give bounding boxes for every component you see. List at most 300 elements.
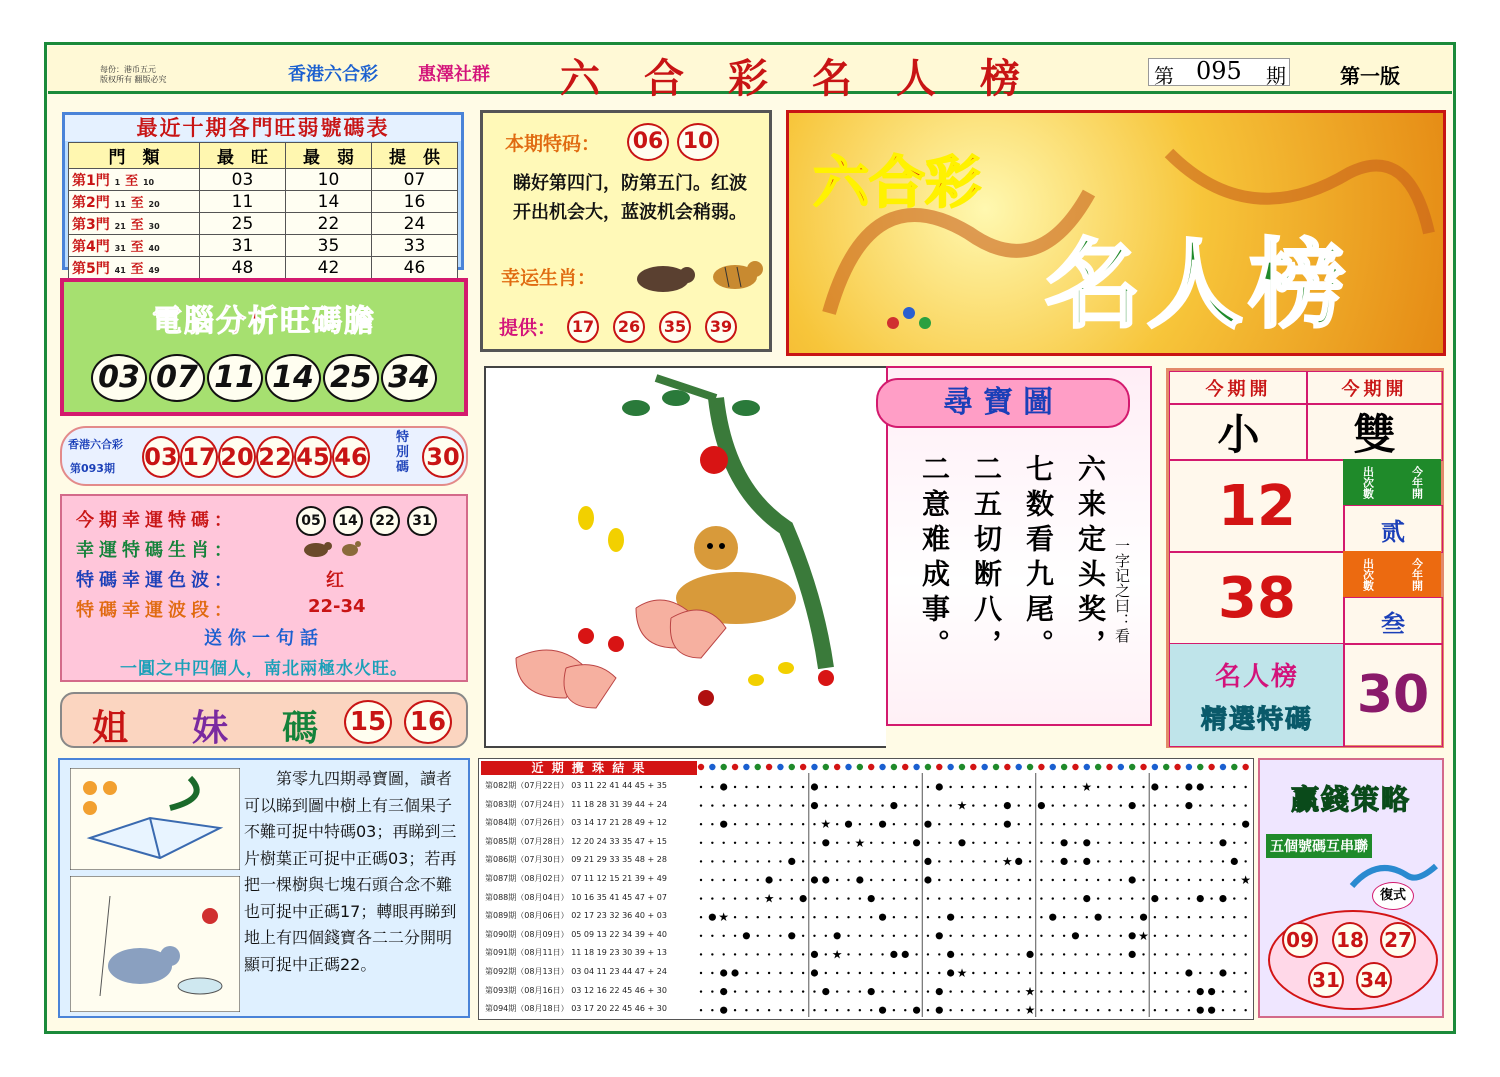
grid-dot-mark xyxy=(870,823,872,825)
result-number: 45 xyxy=(294,436,332,478)
grid-dot-mark xyxy=(995,935,997,937)
grid-dot-mark xyxy=(1029,972,1031,974)
strategy-number-ring xyxy=(1268,910,1438,1010)
grid-dot-mark xyxy=(1199,953,1201,955)
grid-dot-mark xyxy=(711,804,713,806)
bead-mark xyxy=(1208,764,1214,770)
grid-dot-mark xyxy=(779,990,781,992)
treasure-picture xyxy=(484,366,886,748)
grid-dot-mark xyxy=(893,990,895,992)
table-row xyxy=(69,191,458,213)
strategy-number: 34 xyxy=(1356,962,1392,998)
grid-dot-mark xyxy=(1176,786,1178,788)
grid-dot-mark xyxy=(1222,953,1224,955)
grid-dot-mark xyxy=(711,897,713,899)
hit-dot-mark xyxy=(720,821,727,828)
grid-dot-mark xyxy=(1120,786,1122,788)
grid-dot-mark xyxy=(700,879,702,881)
grid-dot-mark xyxy=(870,860,872,862)
grid-dot-mark xyxy=(745,990,747,992)
grid-dot-mark xyxy=(1029,823,1031,825)
grid-dot-mark xyxy=(1165,953,1167,955)
grid-dot-mark xyxy=(768,953,770,955)
bead-mark xyxy=(993,764,999,770)
lucky-color-label: 特碼幸運色波： xyxy=(76,570,237,591)
grid-dot-mark xyxy=(1097,804,1099,806)
hit-dot-mark xyxy=(822,839,829,846)
hit-dot-mark xyxy=(1140,914,1147,921)
grid-dot-mark xyxy=(949,990,951,992)
brand-community: 惠澤社群 xyxy=(418,64,490,85)
bead-mark xyxy=(743,764,749,770)
grid-dot-mark xyxy=(825,953,827,955)
list-item: 第093期（08月16日） 03 12 16 22 45 46 + 30 xyxy=(485,985,667,995)
grid-dot-mark xyxy=(1018,786,1020,788)
grid-dot-mark xyxy=(949,804,951,806)
grid-dot-mark xyxy=(734,990,736,992)
hit-dot-mark xyxy=(890,951,897,958)
hit-dot-mark xyxy=(868,895,875,902)
grid-dot-mark xyxy=(859,935,861,937)
grid-dot-mark xyxy=(893,935,895,937)
provide-label: 提供： xyxy=(499,317,557,339)
bead-mark xyxy=(755,764,761,770)
hit-dot-mark xyxy=(1219,969,1226,976)
grid-dot-mark xyxy=(779,804,781,806)
grid-dot-mark xyxy=(700,804,702,806)
table-row xyxy=(69,235,458,257)
grid-dot-mark xyxy=(904,823,906,825)
grid-dot-mark xyxy=(1244,897,1246,899)
recent-results-panel xyxy=(478,758,1254,1020)
special-star-mark: ★ xyxy=(1024,984,1036,999)
price-note xyxy=(100,65,167,85)
ten-period-title: 最近十期各門旺弱號碼表 xyxy=(65,115,461,141)
stat-count-1: 贰 xyxy=(1343,505,1443,553)
col-header-worst: 最 弱 xyxy=(286,143,372,169)
grid-dot-mark xyxy=(1210,916,1212,918)
grid-dot-mark xyxy=(1120,1009,1122,1011)
bead-mark xyxy=(1140,764,1146,770)
list-item: 第082期（07月22日） 03 11 22 41 44 45 + 35 xyxy=(485,781,667,790)
provide-cell: 07 xyxy=(372,169,458,191)
grid-dot-mark xyxy=(893,842,895,844)
special-star-mark: ★ xyxy=(854,835,866,850)
grid-dot-mark xyxy=(745,916,747,918)
grid-dot-mark xyxy=(859,972,861,974)
special-star-mark: ★ xyxy=(1240,873,1252,887)
grid-dot-mark xyxy=(927,804,929,806)
grid-dot-mark xyxy=(734,823,736,825)
grid-dot-mark xyxy=(700,842,702,844)
edition-label: 第一版 xyxy=(1340,64,1400,88)
grid-dot-mark xyxy=(802,972,804,974)
bead-mark xyxy=(720,764,726,770)
grid-dot-mark xyxy=(870,953,872,955)
grid-dot-mark xyxy=(700,1009,702,1011)
grid-dot-mark xyxy=(972,990,974,992)
grid-dot-mark xyxy=(802,935,804,937)
grid-dot-mark xyxy=(1108,897,1110,899)
grid-dot-mark xyxy=(1233,990,1235,992)
grid-dot-mark xyxy=(791,953,793,955)
grid-dot-mark xyxy=(745,860,747,862)
grid-dot-mark xyxy=(961,935,963,937)
grid-dot-mark xyxy=(779,786,781,788)
grid-dot-mark xyxy=(1108,860,1110,862)
grid-dot-mark xyxy=(1233,842,1235,844)
grid-dot-mark xyxy=(1176,804,1178,806)
sister-char: 碼 xyxy=(282,708,319,749)
grid-dot-mark xyxy=(734,935,736,937)
bead-mark xyxy=(1027,764,1033,770)
treasure-explain-panel xyxy=(58,758,470,1018)
provide-number: 35 xyxy=(659,311,691,343)
grid-dot-mark xyxy=(1199,842,1201,844)
grid-dot-mark xyxy=(915,935,917,937)
grid-dot-mark xyxy=(983,842,985,844)
grid-dot-mark xyxy=(1188,860,1190,862)
grid-dot-mark xyxy=(1199,823,1201,825)
grid-dot-mark xyxy=(847,990,849,992)
grid-dot-mark xyxy=(1154,916,1156,918)
grid-dot-mark xyxy=(1086,1009,1088,1011)
hit-dot-mark xyxy=(1004,802,1011,809)
grid-dot-mark xyxy=(1074,879,1076,881)
bead-mark xyxy=(823,764,829,770)
grid-dot-mark xyxy=(1029,916,1031,918)
grid-dot-mark xyxy=(791,823,793,825)
bead-mark xyxy=(1242,764,1248,770)
grid-dot-mark xyxy=(995,990,997,992)
grid-dot-mark xyxy=(870,804,872,806)
grid-dot-mark xyxy=(1199,804,1201,806)
hit-dot-mark xyxy=(1197,1007,1204,1014)
grid-dot-mark xyxy=(1108,879,1110,881)
result-number: 20 xyxy=(218,436,256,478)
grid-dot-mark xyxy=(1040,860,1042,862)
grid-dot-mark xyxy=(927,990,929,992)
grid-dot-mark xyxy=(779,860,781,862)
analysis-number: 25 xyxy=(323,354,379,402)
grid-dot-mark xyxy=(1165,842,1167,844)
grid-dot-mark xyxy=(1097,879,1099,881)
grid-dot-mark xyxy=(938,842,940,844)
bead-mark xyxy=(1186,764,1192,770)
grid-dot-mark xyxy=(768,804,770,806)
bead-mark xyxy=(1174,764,1180,770)
grid-dot-mark xyxy=(1006,897,1008,899)
grid-dot-mark xyxy=(1165,990,1167,992)
hit-dot-mark xyxy=(731,969,738,976)
best-cell: 25 xyxy=(200,213,286,235)
hit-dot-mark xyxy=(845,821,852,828)
grid-dot-mark xyxy=(1233,916,1235,918)
sister-number: 16 xyxy=(404,700,452,744)
hit-dot-mark xyxy=(811,951,818,958)
grid-dot-mark xyxy=(1188,990,1190,992)
grid-dot-mark xyxy=(779,1009,781,1011)
hit-dot-mark xyxy=(936,988,943,995)
result-number: 22 xyxy=(256,436,294,478)
grid-dot-mark xyxy=(859,804,861,806)
grid-dot-mark xyxy=(904,935,906,937)
grid-dot-mark xyxy=(949,1009,951,1011)
grid-dot-mark xyxy=(938,972,940,974)
hit-dot-mark xyxy=(720,1007,727,1014)
size-value: 小 xyxy=(1169,403,1308,461)
grid-dot-mark xyxy=(1165,823,1167,825)
grid-dot-mark xyxy=(1188,935,1190,937)
grid-dot-mark xyxy=(1063,879,1065,881)
special-star-mark: ★ xyxy=(763,891,775,906)
grid-dot-mark xyxy=(949,897,951,899)
grid-dot-mark xyxy=(995,823,997,825)
grid-dot-mark xyxy=(1233,823,1235,825)
grid-dot-mark xyxy=(1142,1009,1144,1011)
grid-dot-mark xyxy=(1086,990,1088,992)
poem-side-note: 一字记之曰：看 xyxy=(1113,538,1131,643)
grid-dot-mark xyxy=(995,786,997,788)
grid-dot-mark xyxy=(983,935,985,937)
right-stats-panel xyxy=(1166,368,1444,748)
grid-dot-mark xyxy=(757,916,759,918)
saying-title: 送你一句話 xyxy=(204,628,324,649)
grid-dot-mark xyxy=(1074,823,1076,825)
grid-dot-mark xyxy=(802,1009,804,1011)
grid-dot-mark xyxy=(1233,897,1235,899)
grid-dot-mark xyxy=(859,786,861,788)
grid-dot-mark xyxy=(1108,1009,1110,1011)
grid-dot-mark xyxy=(1199,935,1201,937)
grid-dot-mark xyxy=(881,804,883,806)
hit-dot-mark xyxy=(936,783,943,790)
grid-dot-mark xyxy=(972,1009,974,1011)
grid-dot-mark xyxy=(1006,953,1008,955)
treasure-thumb-icon xyxy=(70,876,240,1012)
grid-dot-mark xyxy=(904,1009,906,1011)
grid-dot-mark xyxy=(1233,1009,1235,1011)
banner-line2: 名人榜 xyxy=(1045,228,1351,341)
grid-dot-mark xyxy=(847,935,849,937)
grid-dot-mark xyxy=(1210,935,1212,937)
treasure-map-title: 尋寶圖 xyxy=(876,378,1130,428)
grid-dot-mark xyxy=(1120,879,1122,881)
lucky-number: 14 xyxy=(333,506,363,536)
grid-dot-mark xyxy=(1154,823,1156,825)
bead-mark xyxy=(879,764,885,770)
grid-dot-mark xyxy=(1210,823,1212,825)
grid-dot-mark xyxy=(915,823,917,825)
hit-dot-mark xyxy=(1129,876,1136,883)
hit-dot-mark xyxy=(936,932,943,939)
grid-dot-mark xyxy=(1018,879,1020,881)
grid-dot-mark xyxy=(1176,897,1178,899)
grid-dot-mark xyxy=(847,916,849,918)
grid-dot-mark xyxy=(700,860,702,862)
grid-dot-mark xyxy=(1052,860,1054,862)
grid-dot-mark xyxy=(1165,879,1167,881)
grid-dot-mark xyxy=(1040,842,1042,844)
grid-dot-mark xyxy=(1188,1009,1190,1011)
hit-dot-mark xyxy=(868,988,875,995)
grid-dot-mark xyxy=(927,897,929,899)
grid-dot-mark xyxy=(1006,879,1008,881)
grid-dot-mark xyxy=(881,972,883,974)
grid-dot-mark xyxy=(1018,842,1020,844)
grid-dot-mark xyxy=(1176,972,1178,974)
grid-dot-mark xyxy=(961,860,963,862)
grid-dot-mark xyxy=(802,953,804,955)
grid-dot-mark xyxy=(1244,860,1246,862)
book-hand-icon xyxy=(70,768,240,870)
hit-dot-mark xyxy=(1242,821,1249,828)
grid-dot-mark xyxy=(1108,842,1110,844)
grid-dot-mark xyxy=(836,860,838,862)
grid-dot-mark xyxy=(825,804,827,806)
grid-dot-mark xyxy=(734,842,736,844)
grid-dot-mark xyxy=(734,804,736,806)
grid-dot-mark xyxy=(1154,935,1156,937)
lucky-number: 31 xyxy=(407,506,437,536)
grid-dot-mark xyxy=(893,897,895,899)
issue-number: 095 xyxy=(1196,57,1242,85)
gate-cell: 第4門 31 至 40 xyxy=(69,235,200,257)
selected-value: 30 xyxy=(1343,643,1443,747)
grid-dot-mark xyxy=(904,990,906,992)
grid-dot-mark xyxy=(1040,897,1042,899)
grid-dot-mark xyxy=(904,860,906,862)
grid-dot-mark xyxy=(1142,804,1144,806)
results-dot-grid xyxy=(697,761,1253,1019)
grid-dot-mark xyxy=(1074,1009,1076,1011)
bead-mark xyxy=(845,764,851,770)
bead-mark xyxy=(1016,764,1022,770)
special-label: 特別碼 xyxy=(396,430,410,475)
grid-dot-mark xyxy=(722,935,724,937)
provide-number: 39 xyxy=(705,311,737,343)
grid-dot-mark xyxy=(791,990,793,992)
grid-dot-mark xyxy=(927,842,929,844)
stat-label-box xyxy=(1343,551,1441,597)
grid-dot-mark xyxy=(1142,990,1144,992)
result-number: 17 xyxy=(180,436,218,478)
grid-dot-mark xyxy=(1176,953,1178,955)
grid-dot-mark xyxy=(791,842,793,844)
grid-dot-mark xyxy=(813,916,815,918)
grid-dot-mark xyxy=(1154,804,1156,806)
grid-dot-mark xyxy=(722,953,724,955)
grid-dot-mark xyxy=(791,804,793,806)
grid-dot-mark xyxy=(870,786,872,788)
grid-dot-mark xyxy=(1040,953,1042,955)
grid-dot-mark xyxy=(1018,916,1020,918)
hit-dot-mark xyxy=(1004,821,1011,828)
hit-dot-mark xyxy=(720,783,727,790)
grid-dot-mark xyxy=(1154,879,1156,881)
grid-dot-mark xyxy=(983,860,985,862)
hit-dot-mark xyxy=(1208,988,1215,995)
grid-dot-mark xyxy=(1052,935,1054,937)
grid-dot-mark xyxy=(745,897,747,899)
grid-dot-mark xyxy=(847,786,849,788)
grid-dot-mark xyxy=(700,935,702,937)
hit-dot-mark xyxy=(1083,839,1090,846)
grid-dot-mark xyxy=(961,1009,963,1011)
grid-dot-mark xyxy=(847,804,849,806)
grid-dot-mark xyxy=(1063,990,1065,992)
grid-dot-mark xyxy=(1210,786,1212,788)
bead-mark xyxy=(698,764,704,770)
result-number: 46 xyxy=(332,436,370,478)
grid-dot-mark xyxy=(1097,897,1099,899)
grid-dot-mark xyxy=(791,879,793,881)
saying-text: 一圓之中四個人，南北兩極水火旺。 xyxy=(120,659,408,679)
special-star-mark: ★ xyxy=(1024,1003,1036,1018)
grid-dot-mark xyxy=(1052,897,1054,899)
grid-dot-mark xyxy=(1142,786,1144,788)
provide-cell: 46 xyxy=(372,257,458,279)
grid-dot-mark xyxy=(1052,823,1054,825)
grid-dot-mark xyxy=(779,842,781,844)
grid-dot-mark xyxy=(1199,879,1201,881)
bead-mark xyxy=(902,764,908,770)
grid-dot-mark xyxy=(904,804,906,806)
grid-dot-mark xyxy=(893,879,895,881)
bead-mark xyxy=(868,764,874,770)
year-label: 今年開 xyxy=(1410,465,1424,499)
grid-dot-mark xyxy=(949,842,951,844)
grid-dot-mark xyxy=(711,786,713,788)
grid-dot-mark xyxy=(1142,972,1144,974)
grid-dot-mark xyxy=(1210,842,1212,844)
grid-dot-mark xyxy=(972,823,974,825)
bead-mark xyxy=(1118,764,1124,770)
grid-dot-mark xyxy=(722,879,724,881)
grid-dot-mark xyxy=(847,972,849,974)
worst-cell: 14 xyxy=(286,191,372,213)
bead-mark xyxy=(800,764,806,770)
grid-dot-mark xyxy=(1165,804,1167,806)
grid-dot-mark xyxy=(768,916,770,918)
grid-dot-mark xyxy=(1040,823,1042,825)
grid-dot-mark xyxy=(1233,935,1235,937)
grid-dot-mark xyxy=(825,916,827,918)
grid-dot-mark xyxy=(700,823,702,825)
hit-dot-mark xyxy=(1072,932,1079,939)
grid-dot-mark xyxy=(757,823,759,825)
grid-dot-mark xyxy=(1040,990,1042,992)
grid-dot-mark xyxy=(1142,842,1144,844)
gate-cell: 第3門 21 至 30 xyxy=(69,213,200,235)
grid-dot-mark xyxy=(745,879,747,881)
grid-dot-mark xyxy=(972,916,974,918)
bead-mark xyxy=(981,764,987,770)
grid-dot-mark xyxy=(870,879,872,881)
grid-dot-mark xyxy=(1176,990,1178,992)
grid-dot-mark xyxy=(1165,1009,1167,1011)
grid-dot-mark xyxy=(1029,842,1031,844)
grid-dot-mark xyxy=(1210,897,1212,899)
grid-dot-mark xyxy=(1108,786,1110,788)
hit-dot-mark xyxy=(800,895,807,902)
grid-dot-mark xyxy=(1006,842,1008,844)
grid-dot-mark xyxy=(1097,860,1099,862)
grid-dot-mark xyxy=(1006,916,1008,918)
grid-dot-mark xyxy=(847,953,849,955)
bead-mark xyxy=(947,764,953,770)
hit-dot-mark xyxy=(947,969,954,976)
